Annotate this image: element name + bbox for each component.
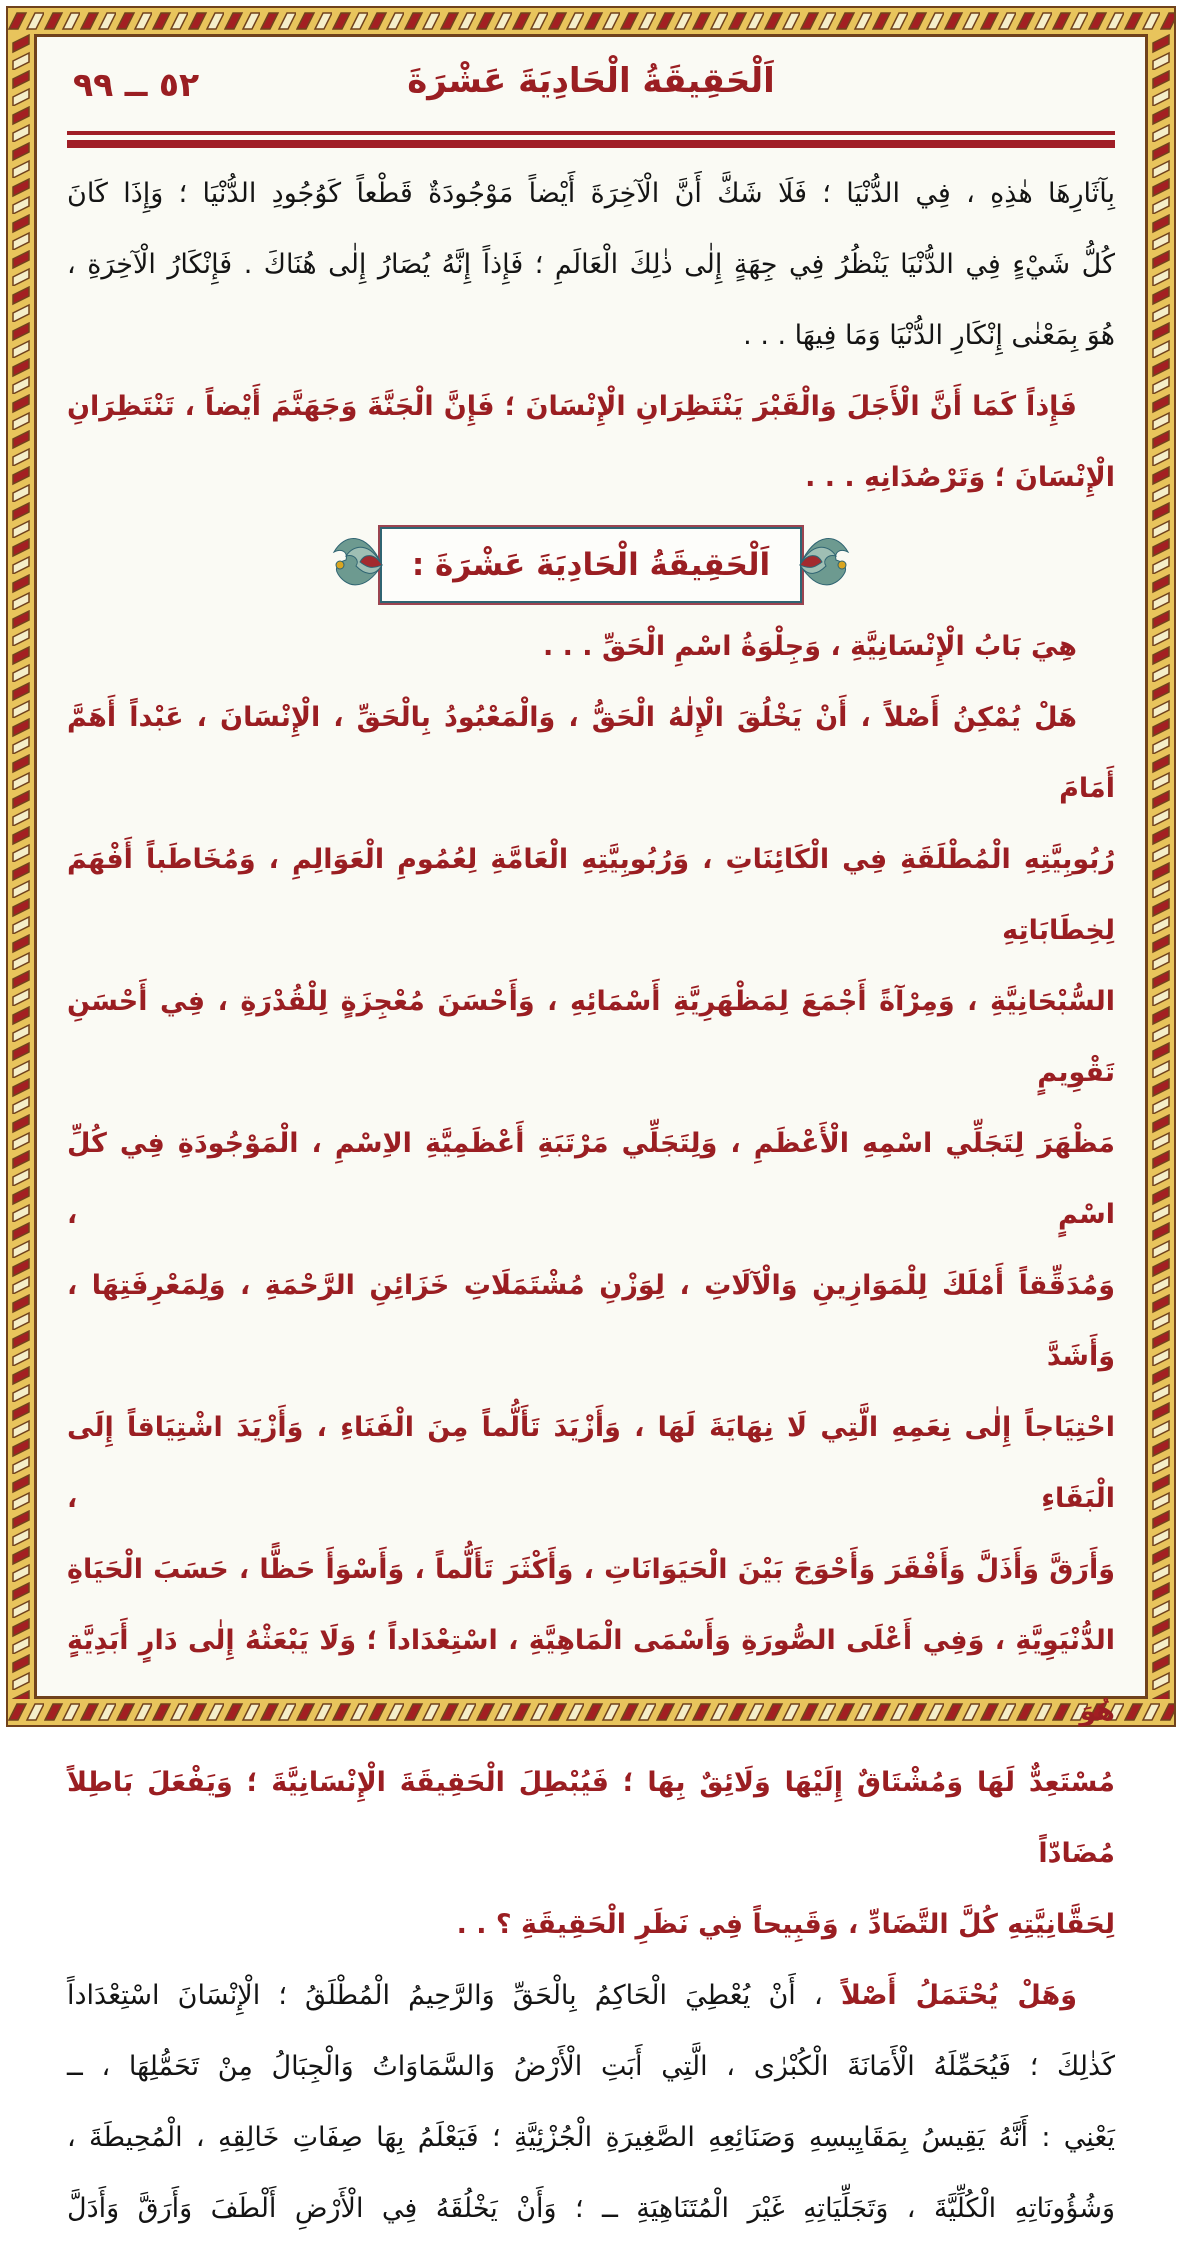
text-line: وَأَرَقَّ وَأَذَلَّ وَأَفْقَرَ وَأَحْوَجَ بَيْنَ الْحَيَوَانَاتِ ، وَأَكْثَرَ تَأَلُّماً ، وَأَسْوَأَ حَظًّا ، حَسَبَ الْحَيَاةِ xyxy=(67,1554,1115,1585)
text-line: كُلُّ شَيْءٍ فِي الدُّنْيَا يَنْظُرُ فِي جِهَةٍ إِلٰى ذٰلِكَ الْعَالَمِ ؛ فَإِذاً إِنَّهُ يُصَارُ إِلٰى هُنَاكَ . فَإِنْكَارُ الْآخِرَةِ ، xyxy=(67,249,1115,280)
chain-border-top-icon xyxy=(8,8,1174,34)
text-line: هَلْ يُمْكِنُ أَصْلاً ، أَنْ يَخْلُقَ الْإِلٰهُ الْحَقُّ ، وَالْمَعْبُودُ بِالْحَقِّ ، الْإِنْسَانَ ، عَبْداً أَهَمَّ أَمَامَ xyxy=(67,702,1115,804)
paragraph-continuation xyxy=(67,158,1115,371)
text-line: رُبُوبِيَّتِهِ الْمُطْلَقَةِ فِي الْكَائِنَاتِ ، وَرُبُوبِيَّتِهِ الْعَامَّةِ لِعُمُومِ الْعَوَالِمِ ، وَمُخَاطَباً أَفْهَمَ لِخِطَابَاتِهِ xyxy=(67,844,1115,946)
text-line: الْإِنْسَانَ ؛ وَتَرْصُدَانِهِ . . . xyxy=(805,462,1115,493)
page-title: اَلْحَقِيقَةُ الْحَادِيَةَ عَشْرَةَ xyxy=(407,61,775,101)
section-title-box xyxy=(380,527,802,603)
paragraph-black xyxy=(67,2102,1115,2244)
text-line: احْتِيَاجاً إِلٰى نِعَمِهِ الَّتِي لَا نِهَايَةَ لَهَا ، وَأَزْيَدَ تَأَلُّماً مِنَ الْفَنَاءِ ، وَأَزْيَدَ اشْتِيَاقاً إِلَى الْبَقَاءِ ، xyxy=(67,1412,1115,1514)
text-line: مُسْتَعِدٌّ لَهَا وَمُشْتَاقٌ إِلَيْهَا وَلَائِقٌ بِهَا ؛ فَيُبْطِلَ الْحَقِيقَةَ الْإِنْسَانِيَّةَ ؛ وَيَفْعَلَ بَاطِلاً مُضَادّاً xyxy=(67,1767,1115,1869)
header-rule-thin xyxy=(67,131,1115,135)
text-line xyxy=(67,1960,1115,2031)
floral-palmette-left-icon xyxy=(330,522,384,608)
header-rule xyxy=(67,131,1115,148)
black-continuation-text: ، أَنْ يُعْطِيَ الْحَاكِمُ بِالْحَقِّ وَالرَّحِيمُ الْمُطْلَقُ ؛ الْإِنْسَانَ اسْتِعْدَاداً xyxy=(67,1980,841,2011)
text-line: السُّبْحَانِيَّةِ ، وَمِرْآةً أَجْمَعَ لِمَظْهَرِيَّةِ أَسْمَائِهِ ، وَأَحْسَنَ مُعْجِزَةٍ لِلْقُدْرَةِ ، فِي أَحْسَنِ تَقْوِيمٍ xyxy=(67,986,1115,1088)
paragraph-red xyxy=(67,371,1115,513)
text-line: وَمُدَقِّقاً أَمْلَكَ لِلْمَوَازِينِ وَالْآلَاتِ ، لِوَزْنِ مُشْتَمَلَاتِ خَزَائِنِ الرَّحْمَةِ ، وَلِمَعْرِفَتِهَا ، وَأَشَدَّ xyxy=(67,1270,1115,1372)
section-title-box-wrap xyxy=(67,527,1115,603)
page-header xyxy=(67,53,1115,123)
text-line: بِآثَارِهَا هٰذِهِ ، فِي الدُّنْيَا ؛ فَلَا شَكَّ أَنَّ الْآخِرَةَ أَيْضاً مَوْجُودَةٌ قَطْعاً كَوُجُودِ الدُّنْيَا ؛ وَإِذَا كَانَ xyxy=(67,178,1115,209)
floral-palmette-right-icon xyxy=(798,522,852,608)
text-line: هُوَ بِمَعْنٰى إِنْكَارِ الدُّنْيَا وَمَا فِيهَا . . . xyxy=(743,320,1115,351)
section-title: اَلْحَقِيقَةُ الْحَادِيَةَ عَشْرَةَ : xyxy=(411,547,771,583)
text-line: هِيَ بَابُ الْإِنْسَانِيَّةِ ، وَجِلْوَةُ اسْمِ الْحَقِّ . . . xyxy=(542,631,1077,662)
red-lead-text: وَهَلْ يُحْتَمَلُ أَصْلاً xyxy=(840,1980,1077,2011)
paragraph-red xyxy=(67,611,1115,682)
paragraph-mixed xyxy=(67,1960,1115,2102)
text-line: مَظْهَرَ لِتَجَلِّي اسْمِهِ الْأَعْظَمِ ، وَلِتَجَلِّي مَرْتَبَةِ أَعْظَمِيَّةِ الاِسْمِ ، الْمَوْجُودَةِ فِي كُلِّ اسْمٍ ، xyxy=(67,1128,1115,1230)
header-rule-thick xyxy=(67,140,1115,148)
text-line: وَشُؤُونَاتِهِ الْكُلِّيَّةَ ، وَتَجَلِّيَاتِهِ غَيْرَ الْمُتَنَاهِيَةِ ــ ؛ وَأَنْ يَخْلُقَهُ فِي الْأَرْضِ أَلْطَفَ وَأَرَقَّ وَأَدَلَّ xyxy=(67,2193,1115,2224)
decorative-border-frame xyxy=(6,6,1176,2224)
text-line: يَعْنِي : أَنَّهُ يَقِيسُ بِمَقَايِيسِهِ وَصَنَائِعِهِ الصَّغِيرَةِ الْجُزْئِيَّةِ ؛ فَيَعْلَمُ بِهَا صِفَاتِ خَالِقِهِ ، الْمُحِيطَةَ ، xyxy=(67,2122,1115,2153)
chain-border-left-icon xyxy=(8,34,34,1699)
text-line: فَإِذاً كَمَا أَنَّ الْأَجَلَ وَالْقَبْرَ يَنْتَظِرَانِ الْإِنْسَانَ ؛ فَإِنَّ الْجَنَّةَ وَجَهَنَّمَ أَيْضاً ، تَنْتَظِرَانِ xyxy=(67,391,1077,422)
text-line: الدُّنْيَوِيَّةِ ، وَفِي أَعْلَى الصُّورَةِ وَأَسْمَى الْمَاهِيَّةِ ، اسْتِعْدَاداً ؛ وَلَا يَبْعَثْهُ إِلٰى دَارٍ أَبَدِيَّةٍ هُوَ xyxy=(67,1625,1115,1727)
chain-border-right-icon xyxy=(1148,34,1174,1699)
text-line: كَذٰلِكَ ؛ فَيُحَمِّلَهُ الْأَمَانَةَ الْكُبْرٰى ، الَّتِي أَبَتِ الْأَرْضُ وَالسَّمَاوَاتُ وَالْجِبَالُ مِنْ تَحَمُّلِهَا ، ــ xyxy=(67,2051,1115,2082)
page-content xyxy=(34,34,1148,2224)
paragraph-red xyxy=(67,682,1115,1960)
page-number: ٥٢ ــ ٩٩ xyxy=(73,65,200,104)
text-line: لِحَقَّانِيَّتِهِ كُلَّ التَّضَادِّ ، وَقَبِيحاً فِي نَظَرِ الْحَقِيقَةِ ؟ . . xyxy=(456,1909,1115,1940)
